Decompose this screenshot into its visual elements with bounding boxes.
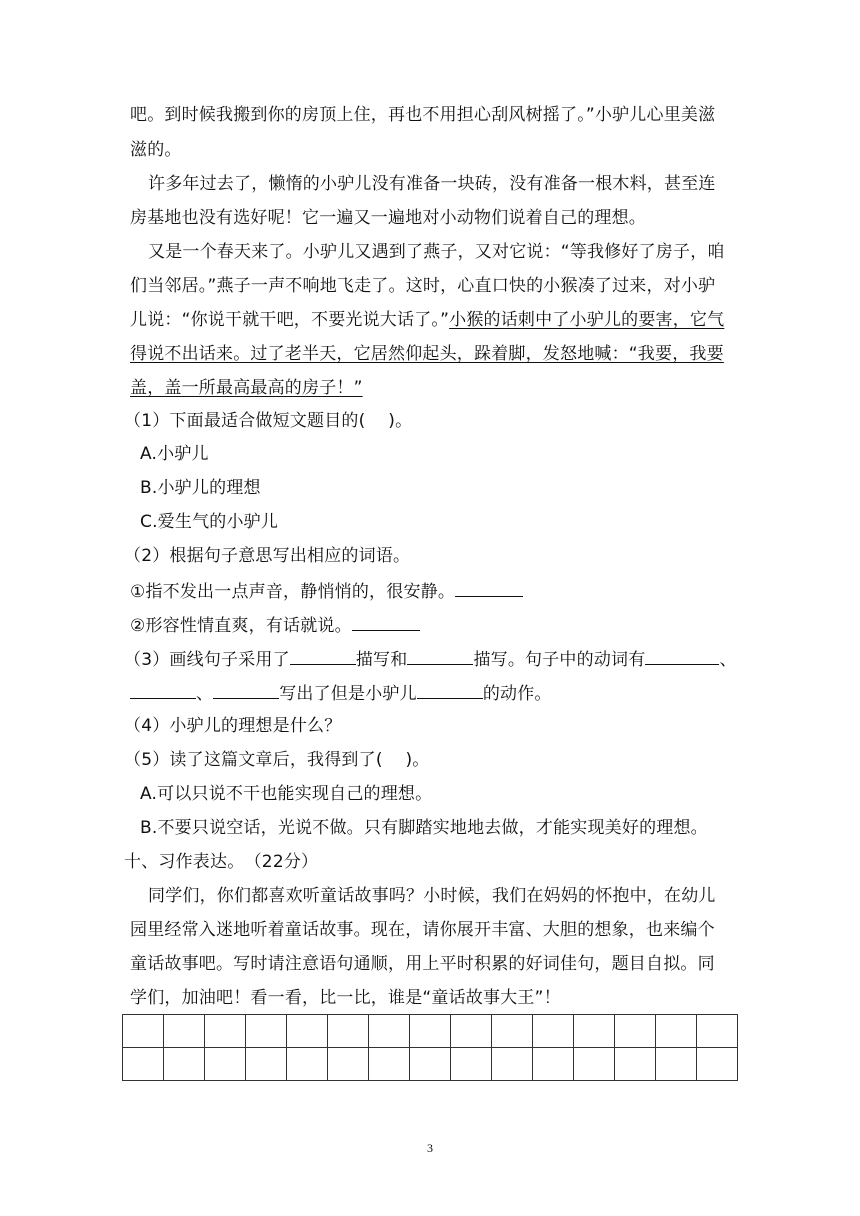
grid-cell[interactable] [287, 1048, 328, 1081]
story-line: 房基地也没有选好呢！它一遍又一遍地对小动物们说着自己的理想。 [130, 208, 646, 228]
grid-cell[interactable] [287, 1015, 328, 1048]
answer-blank[interactable] [290, 646, 356, 665]
prompt-line: 童话故事吧。写时请注意语句通顺，用上平时积累的好词佳句，题目自拟。同 [130, 954, 715, 974]
story-line: 滋的。 [130, 140, 182, 160]
grid-cell[interactable] [615, 1015, 656, 1048]
grid-cell[interactable] [615, 1048, 656, 1081]
underlined-sentence: 小猴的话刺中了小驴儿的要害，它气 [449, 310, 725, 330]
question-text: 描写。句子中的动词有 [473, 650, 646, 670]
option-b: B.小驴儿的理想 [140, 478, 261, 498]
prompt-line: 同学们，你们都喜欢听童话故事吗？小时候，我们在妈妈的怀抱中，在幼儿 [148, 886, 716, 906]
page-number: 3 [427, 1141, 433, 1155]
grid-cell[interactable] [533, 1048, 574, 1081]
question-text: 的动作。 [482, 684, 552, 704]
writing-grid[interactable] [122, 1014, 738, 1081]
grid-cell[interactable] [656, 1048, 697, 1081]
story-line: 吧。到时候我搬到你的房顶上住，再也不用担心刮风树摇了。”小驴儿心里美滋 [130, 105, 716, 125]
question-2-item [130, 578, 523, 604]
grid-cell[interactable] [164, 1015, 205, 1048]
question-text: ②形容性情直爽，有话就说。 [130, 616, 352, 636]
grid-cell[interactable] [123, 1048, 164, 1081]
grid-row [123, 1015, 738, 1048]
grid-cell[interactable] [328, 1015, 369, 1048]
grid-cell[interactable] [574, 1048, 615, 1081]
grid-cell[interactable] [164, 1048, 205, 1081]
prompt-line: 园里经常入迷地听着童话故事。现在，请你展开丰富、大胆的想象，也来编个 [130, 920, 715, 940]
option-b: B.不要只说空话，光说不做。只有脚踏实地地去做，才能实现美好的理想。 [140, 818, 708, 838]
question-4: （4）小驴儿的理想是什么？ [124, 716, 342, 736]
grid-cell[interactable] [369, 1048, 410, 1081]
story-line: 们当邻居。”燕子一声不响地飞走了。这时，心直口快的小猴凑了过来，对小驴 [130, 276, 716, 296]
answer-blank[interactable] [645, 646, 719, 665]
grid-cell[interactable] [492, 1048, 533, 1081]
grid-cell[interactable] [369, 1015, 410, 1048]
grid-cell[interactable] [246, 1015, 287, 1048]
grid-cell[interactable] [451, 1048, 492, 1081]
question-text: 描写和 [355, 650, 408, 670]
story-line [130, 308, 724, 332]
section-heading: 十、习作表达。 （22分） [124, 852, 319, 872]
story-text: 儿说：“你说干就干吧，不要光说大话了。” [130, 310, 450, 330]
option-c: C.爱生气的小驴儿 [140, 512, 279, 532]
grid-cell[interactable] [328, 1048, 369, 1081]
prompt-line: 学们，加油吧！看一看，比一比，谁是“童话故事大王”！ [130, 988, 561, 1008]
question-text: 写出了但是小驴儿 [279, 684, 417, 704]
answer-blank[interactable] [213, 680, 279, 699]
question-2: （2）根据句子意思写出相应的词语。 [124, 546, 411, 566]
story-line: 又是一个春天来了。小驴儿又遇到了燕子，又对它说：“等我修好了房子，咱 [148, 242, 725, 262]
story-line: 许多年过去了，懒惰的小驴儿没有准备一块砖，没有准备一根木料，甚至连 [148, 174, 716, 194]
grid-cell[interactable] [574, 1015, 615, 1048]
question-text: （3）画线句子采用了 [124, 650, 290, 670]
grid-cell[interactable] [205, 1015, 246, 1048]
question-text: 、 [196, 684, 214, 704]
question-2-item [130, 612, 420, 638]
question-text: ①指不发出一点声音，静悄悄的，很安静。 [130, 582, 456, 602]
grid-cell[interactable] [492, 1015, 533, 1048]
grid-cell[interactable] [697, 1048, 738, 1081]
option-a: A.小驴儿 [140, 444, 209, 464]
answer-blank[interactable] [130, 680, 196, 699]
grid-cell[interactable] [410, 1015, 451, 1048]
underlined-sentence: 盖，盖一所最高最高的房子！” [130, 378, 363, 398]
answer-blank[interactable] [352, 612, 420, 631]
question-3 [124, 646, 737, 672]
answer-blank[interactable] [407, 646, 473, 665]
question-3-cont [130, 680, 552, 706]
option-a: A.可以只说不干也能实现自己的理想。 [140, 784, 433, 804]
question-text: 、 [719, 650, 737, 670]
grid-cell[interactable] [533, 1015, 574, 1048]
grid-cell[interactable] [123, 1015, 164, 1048]
grid-row [123, 1048, 738, 1081]
grid-cell[interactable] [656, 1015, 697, 1048]
question-1: （1）下面最适合做短文题目的( )。 [124, 411, 413, 431]
grid-cell[interactable] [697, 1015, 738, 1048]
answer-blank[interactable] [417, 680, 483, 699]
answer-blank[interactable] [455, 578, 523, 597]
grid-cell[interactable] [246, 1048, 287, 1081]
grid-cell[interactable] [205, 1048, 246, 1081]
underlined-sentence: 得说不出话来。过了老半天，它居然仰起头，跺着脚，发怒地喊：“我要，我要 [130, 344, 724, 364]
grid-cell[interactable] [451, 1015, 492, 1048]
grid-cell[interactable] [410, 1048, 451, 1081]
question-5: （5）读了这篇文章后，我得到了( )。 [124, 750, 430, 770]
